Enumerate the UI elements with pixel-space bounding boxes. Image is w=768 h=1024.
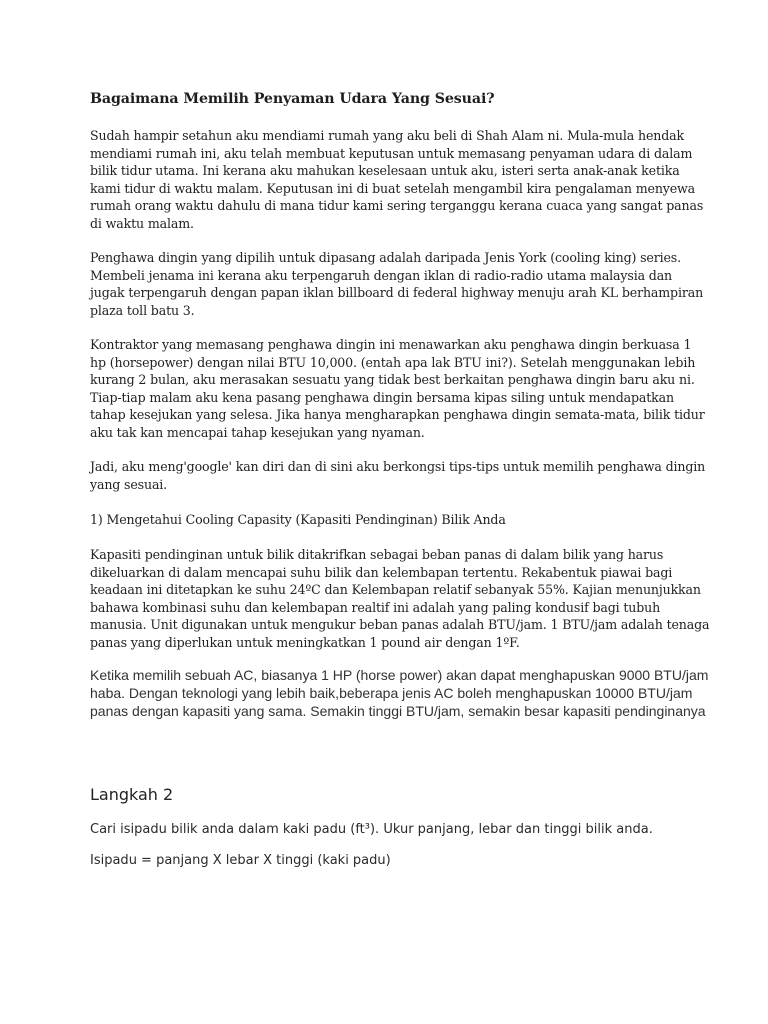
formula-volume: Isipadu = panjang X lebar X tinggi (kaki padu) <box>90 853 391 868</box>
paragraph-aircond-choice: Penghawa dingin yang dipilih untuk dipasang adalah daripada Jenis York (cooling king) series. Membeli jenama ini kerana aku terpengaruh dengan iklan di radio-radio utama malaysia dan jugak terpengaruh dengan papan iklan billboard di federal highway menuju arah KL berhampiran plaza toll batu 3. <box>90 250 704 318</box>
paragraph-intro: Sudah hampir setahun aku mendiami rumah yang aku beli di Shah Alam ni. Mula-mula hendak mendiami rumah ini, aku telah membuat keputusan untuk memasang penyaman udara di dalam bilik tidur utama. Ini kerana aku mahukan keselesaan untuk aku, isteri serta anak-anak ketika kami tidur di waktu malam. Keputusan ini di buat setelah mengambil kira pengalaman menyewa rumah orang waktu dahulu di mana tidur kami sering terganggu kerana cuaca yang sangat panas di waktu malam. <box>90 128 704 231</box>
paragraph-room-volume: Cari isipadu bilik anda dalam kaki padu (ft³). Ukur panjang, lebar dan tinggi bilik anda. <box>90 822 653 837</box>
paragraph-cooling-capacity: Kapasiti pendinginan untuk bilik ditakrifkan sebagai beban panas di dalam bilik yang harus dikeluarkan di dalam mencapai suhu bilik dan kelembapan tertentu. Rekabentuk piawai bagi keadaan ini ditetapkan ke suhu 24ºC dan Kelembapan relatif sebanyak 55%. Kajian menunjukkan bahawa kombinasi suhu dan kelembapan realtif ini adalah yang paling kondusif bagi tubuh manusia. Unit digunakan untuk mengukur beban panas adalah BTU/jam. 1 BTU/jam adalah tenaga panas yang diperlukan untuk meningkatkan 1 pound air dengan 1ºF. <box>90 547 710 650</box>
paragraph-btu-hp: Ketika memilih sebuah AC, biasanya 1 HP (horse power) akan dapat menghapuskan 9000 BTU/jam haba. Dengan teknologi yang lebih baik,beberapa jenis AC boleh menghapuskan 10000 BTU/jam panas dengan kapasiti yang sama. Semakin tinggi BTU/jam, semakin besar kapasiti pendinginanya <box>90 667 709 719</box>
step2-heading: Langkah 2 <box>90 785 174 804</box>
paragraph-google-tips: Jadi, aku meng'google' kan diri dan di sini aku berkongsi tips-tips untuk memilih penghawa dingin yang sesuai. <box>90 459 706 492</box>
step1-heading: 1) Mengetahui Cooling Capasity (Kapasiti Pendinginan) Bilik Anda <box>90 512 506 527</box>
article-title: Bagaimana Memilih Penyaman Udara Yang Sesuai? <box>90 91 495 107</box>
paragraph-contractor: Kontraktor yang memasang penghawa dingin ini menawarkan aku penghawa dingin berkuasa 1 hp (horsepower) dengan nilai BTU 10,000. (entah apa lak BTU ini?). Setelah menggunakan lebih kurang 2 bulan, aku merasakan sesuatu yang tidak best berkaitan penghawa dingin baru aku ni. Tiap-tiap malam aku kena pasang penghawa dingin bersama kipas siling untuk mendapatkan tahap kesejukan yang selesa. Jika hanya mengharapkan penghawa dingin semata-mata, bilik tidur aku tak kan mencapai tahap kesejukan yang nyaman. <box>90 337 705 440</box>
